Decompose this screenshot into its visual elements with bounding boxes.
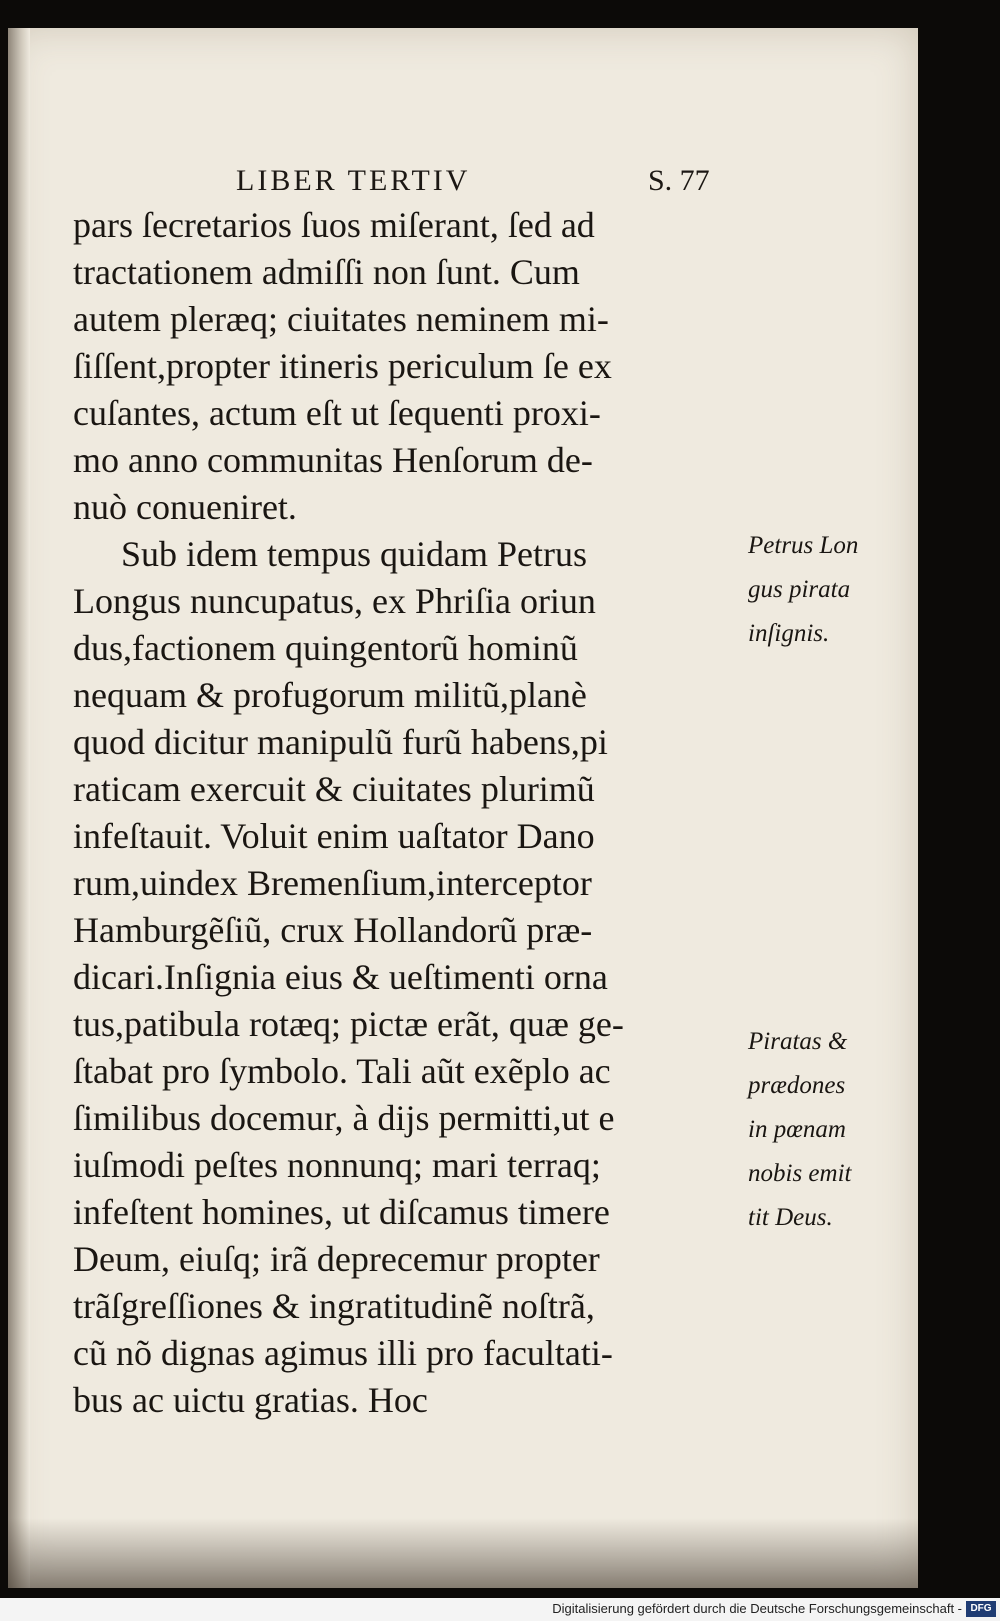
page-gutter-edge	[8, 28, 30, 1588]
margin-note-line: inſignis.	[748, 620, 830, 647]
text-line: dus,factionem quingentorũ hominũ	[73, 628, 578, 668]
page-bottom-stain	[8, 1518, 918, 1588]
margin-note-line: prædones	[748, 1072, 846, 1099]
text-line: Sub idem tempus quidam Petrus	[121, 534, 587, 574]
text-line: bus ac uictu gratias. Hoc	[73, 1380, 428, 1420]
text-line: ſiſſent,propter itineris periculum ſe ex	[73, 346, 612, 386]
margin-note-line: in pœnam	[748, 1116, 846, 1143]
text-line: rum,uindex Bremenſium,interceptor	[73, 863, 592, 903]
margin-note-line: gus pirata	[748, 576, 851, 603]
margin-note-line: tit Deus.	[748, 1204, 833, 1231]
page-header	[8, 164, 918, 204]
text-line: Deum, eiuſq; irã deprecemur propter	[73, 1239, 600, 1279]
text-line: cũ nõ dignas agimus illi pro facultati-	[73, 1333, 613, 1373]
signature-mark: S. 77	[648, 164, 710, 197]
text-line: ſimilibus docemur, à dijs permitti,ut e	[73, 1098, 615, 1138]
text-line: Longus nuncupatus, ex Phriſia oriun	[73, 581, 596, 621]
text-line: iuſmodi peſtes nonnunq; mari terraq;	[73, 1145, 601, 1185]
text-line: Hamburgẽſiũ, crux Hollandorũ præ-	[73, 910, 593, 950]
book-page	[8, 28, 918, 1588]
text-line: nequam & profugorum militũ,planè	[73, 675, 587, 715]
text-line: infeſtent homines, ut diſcamus timere	[73, 1192, 610, 1232]
text-line: cuſantes, actum eſt ut ſequenti proxi-	[73, 393, 601, 433]
footer-credit: Digitalisierung gefördert durch die Deutsche Forschungsgemeinschaft -	[552, 1601, 962, 1616]
dfg-logo-icon[interactable]: DFG	[966, 1601, 996, 1617]
margin-note-line: Piratas &	[748, 1028, 848, 1055]
text-line: quod dicitur manipulũ furũ habens,pi	[73, 722, 608, 762]
text-line: ſtabat pro ſymbolo. Tali aũt exẽplo ac	[73, 1051, 611, 1091]
margin-note-piratas	[748, 1020, 908, 1240]
body-text	[73, 202, 753, 1424]
text-line: tus,patibula rotæq; pictæ erãt, quæ ge-	[73, 1004, 624, 1044]
text-line: pars ſecretarios ſuos miſerant, ſed ad	[73, 205, 595, 245]
text-line: raticam exercuit & ciuitates plurimũ	[73, 769, 595, 809]
text-line: autem pleræq; ciuitates neminem mi-	[73, 299, 609, 339]
text-line: mo anno communitas Henſorum de-	[73, 440, 593, 480]
text-line: tractationem admiſſi non ſunt. Cum	[73, 252, 580, 292]
text-line: dicari.Inſignia eius & ueſtimenti orna	[73, 957, 608, 997]
margin-note-line: Petrus Lon	[748, 532, 859, 559]
margin-note-petrus	[748, 524, 908, 656]
running-title: LIBER TERTIV	[236, 164, 471, 197]
text-line: infeſtauit. Voluit enim uaſtator Dano	[73, 816, 595, 856]
text-line: trãſgreſſiones & ingratitudinẽ noſtrã,	[73, 1286, 595, 1326]
text-line: nuò conueniret.	[73, 487, 297, 527]
margin-note-line: nobis emit	[748, 1160, 852, 1187]
digitization-footer	[0, 1598, 1000, 1621]
